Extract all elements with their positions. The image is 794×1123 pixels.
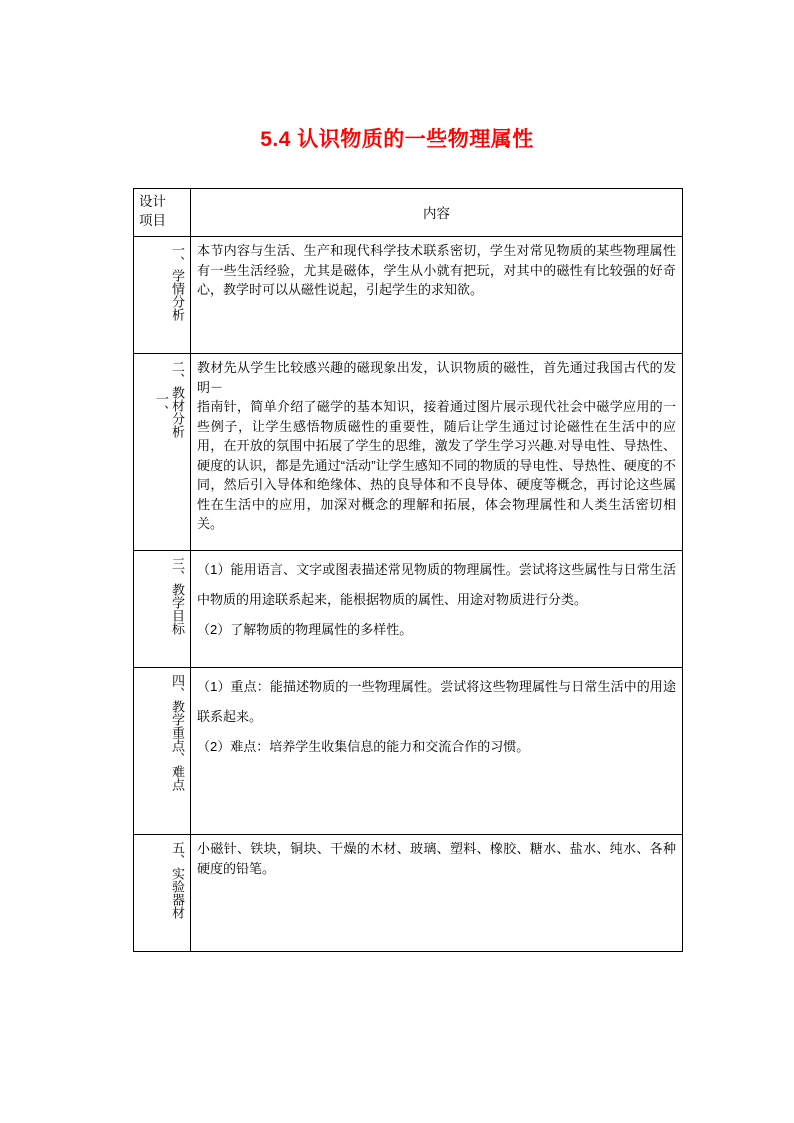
table-row [134, 237, 683, 354]
paragraph: 本节内容与生活、生产和现代科学技术联系密切，学生对常见物质的某些物理属性有一些生活经验，尤其是磁体，学生从小就有把玩，对其中的磁性有比较强的好奇心，教学时可以从磁性说起，引起学生的求知欲。 [197, 243, 676, 297]
page-title: 5.4 认识物质的一些物理属性 [260, 128, 534, 151]
row-label-zhongdian-nandian: 四、教学重点、难点 [170, 674, 185, 791]
paragraph: （1）重点：能描述物质的一些物理属性。尝试将这些物理属性与日常生活中的用途联系起来。 [197, 679, 676, 724]
row-content-cell [191, 237, 683, 354]
header-cell-design-item [134, 189, 191, 237]
paragraph: 教材先从学生比较感兴趣的磁现象出发，认识物质的磁性，首先通过我国古代的发明－ [197, 360, 676, 395]
header-cell-content: 内容 [191, 189, 683, 237]
table-row [134, 835, 683, 952]
row-label-cell [134, 237, 191, 354]
row-label-cell [134, 835, 191, 952]
paragraph: 小磁针、铁块，铜块、干燥的木材、玻璃、塑料、橡胶、糖水、盐水、纯水、各种硬度的铅笔。 [197, 841, 676, 876]
vertical-label-wrap [134, 354, 190, 550]
paragraph: （1）能用语言、文字或图表描述常见物质的物理属性。尝试将这些属性与日常生活中物质的用途联系起来，能根据物质的属性、用途对物质进行分类。 [197, 562, 676, 607]
row-content-cell [191, 551, 683, 668]
vertical-label-wrap [134, 668, 190, 834]
row-content-cell [191, 668, 683, 835]
vertical-label-wrap [134, 551, 190, 667]
header-design-line1: 设计 [139, 194, 166, 209]
row-content-cell [191, 354, 683, 551]
row-content-cell [191, 835, 683, 952]
paragraph: 指南针，简单介绍了磁学的基本知识，接着通过图片展示现代社会中磁学应用的一些例子，让学生感悟物质磁性的重要性，随后让学生通过讨论磁性在生活中的应用，在开放的氛围中拓展了学生的思维，激发了学生学习兴趣.对导电性、导热性、硬度的认识，都是先通过“活动”让学生感知不同的物质的导电性、导热性、硬度的不同，然后引入导体和绝缘体、热的良导体和不良导体、硬度等概念，再讨论这些属性在生活中的应用，加深对概念的理解和拓展，体会物理属性和人类生活密切相关。 [197, 399, 676, 531]
vertical-label-wrap [134, 237, 190, 353]
paragraph: （2）难点：培养学生收集信息的能力和交流合作的习惯。 [197, 739, 530, 754]
paragraph: （2）了解物质的物理属性的多样性。 [197, 622, 413, 637]
row-label-xueqing-fenxi: 一、学情分析 [170, 243, 185, 321]
row-label-cell [134, 668, 191, 835]
table-header-row [134, 189, 683, 237]
row-label-cell [134, 354, 191, 551]
row-label-shiyan-qicai: 五、实验器材 [170, 841, 185, 919]
table-row [134, 668, 683, 835]
vertical-label-wrap [134, 835, 190, 951]
row-label-jiaoxue-mubiao: 三、教学目标 [170, 557, 185, 635]
table-row [134, 354, 683, 551]
header-design-line2: 项目 [139, 213, 166, 228]
table-row [134, 551, 683, 668]
lesson-plan-table [133, 188, 683, 952]
row-label-jiaocai-fenxi: 二、教材分析 [170, 360, 185, 438]
row-label-overlap-fragment: 一、 [154, 392, 169, 418]
row-label-cell [134, 551, 191, 668]
